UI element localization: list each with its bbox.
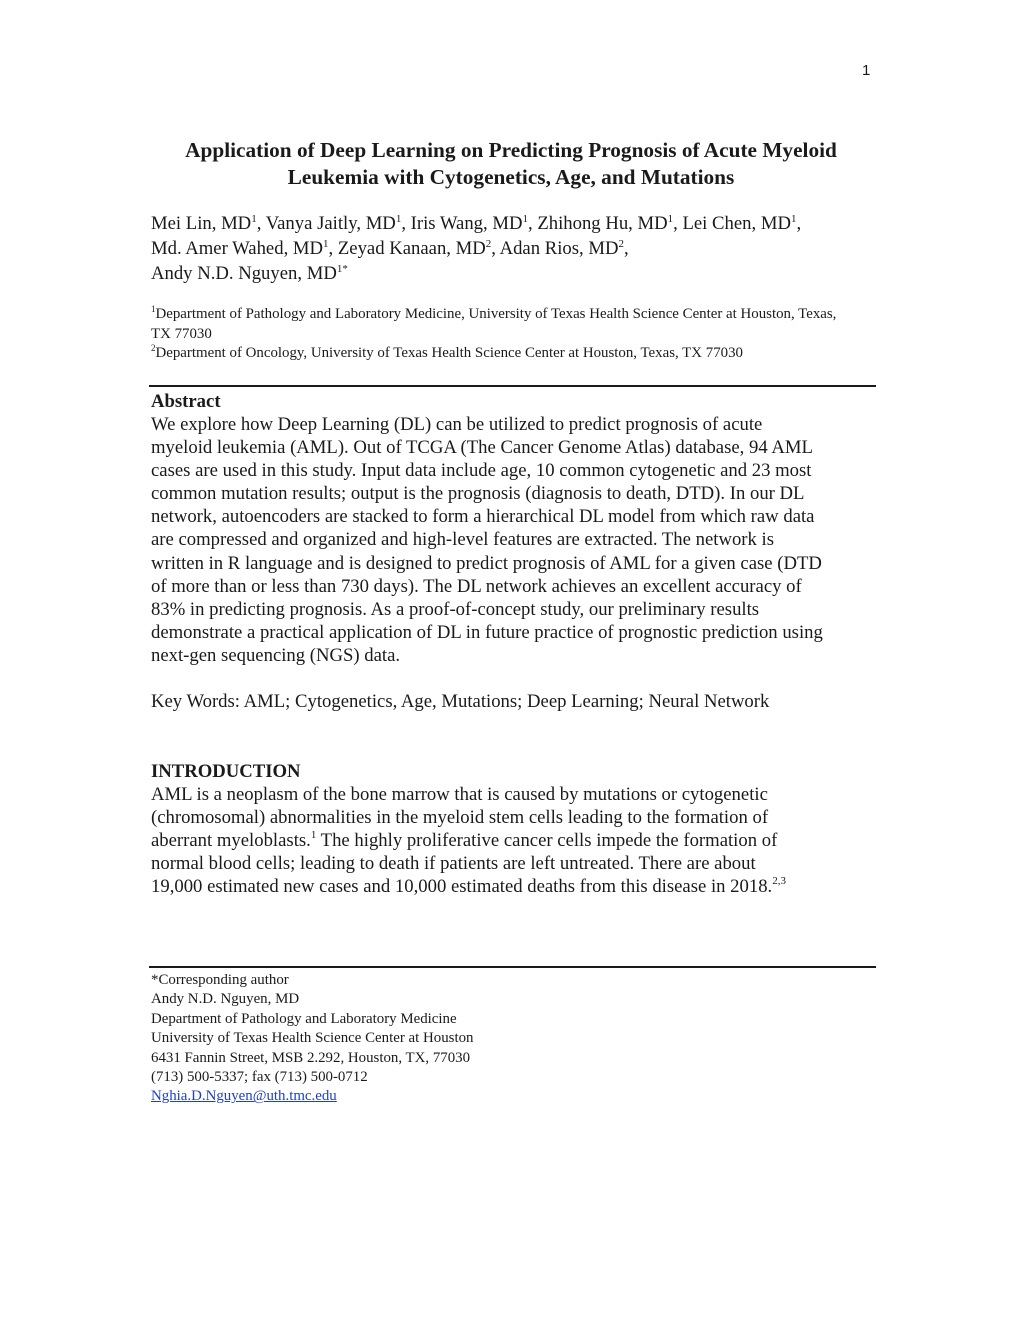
author-affiliation-mark: 1 xyxy=(251,213,257,225)
author-affiliation-mark: 1* xyxy=(336,263,348,275)
author-name: Zeyad Kanaan, MD xyxy=(337,238,486,259)
author-affiliation-mark: 1 xyxy=(522,213,528,225)
correspondence-label: *Corresponding author xyxy=(151,972,289,988)
abstract-text: We explore how Deep Learning (DL) can be utilized to predict prognosis of acute myeloid leukemia (AML). Out of TCGA (The Cancer Genome Atlas) database, 94 AML cases are used in this study. Input data include age, 10 common cytogenetic and 23 most common mutation results; output is the prognosis (diagnosis to death, DTD). In our DL network, autoencoders are stacked to form a hierarchical DL model from which raw data are compressed and organized and high-level features are extracted. The network is written in R language and is designed to predict prognosis of AML for a given case (DTD of more than or less than 730 days). The DL network achieves an excellent accuracy of 83% in predicting prognosis. As a proof-of-concept study, our preliminary results demonstrate a practical application of DL in future practice of prognostic prediction using next-gen sequencing (NGS) data. xyxy=(151,414,823,666)
divider-top xyxy=(149,385,876,387)
correspondence-block xyxy=(151,971,751,1107)
introduction-section xyxy=(151,760,857,898)
author-name: Vanya Jaitly, MD xyxy=(265,213,396,234)
title-line-2: Leukemia with Cytogenetics, Age, and Mutations xyxy=(287,165,735,189)
email-link[interactable]: Nghia.D.Nguyen@uth.tmc.edu xyxy=(151,1088,337,1105)
affiliation-1: $^1$Department of Pathology and Laboratory Medicine, University of Texas Health Science Center at Houston, Texas, TX 77030 xyxy=(151,304,837,342)
author-list: Mei Lin, $MD^1$, Vanya Jaitly, $MD^1$, Iris Wang, $MD^1$, Zhihong Hu, $MD^1$, Lei Chen, $MD^1$, Md. Amer Wahed, $MD^1$, Zeyad Kanaan, $MD^2$, Adan Rios, $MD^2$, Andy N.D. Nguyen, $MD^{1*}$ xyxy=(151,213,802,284)
abstract-section xyxy=(151,390,879,667)
paper-title xyxy=(130,137,892,191)
introduction-text: AML is a neoplasm of the bone marrow that is caused by mutations or cytogenetic (chromosomal) abnormalities in the myeloid stem cells leading to the formation of aberrant myeloblasts.$^1$ The highly proliferative cancer cells impede the formation of normal blood cells; leading to death if patients are left untreated. There are about 19,000 estimated new cases and 10,000 estimated deaths from this disease in 2018.$^{2,3}$ xyxy=(151,784,786,898)
citation-mark: 1 xyxy=(310,829,317,842)
author-affiliation-mark: 1 xyxy=(790,213,797,225)
author-affiliation-mark: 2 xyxy=(485,238,492,250)
author-affiliation-mark: 1 xyxy=(323,238,329,250)
author-name: Iris Wang, MD xyxy=(410,213,523,234)
correspondence-address: 6431 Fannin Street, MSB 2.292, Houston, TX, 77030 xyxy=(151,1049,471,1066)
author-name: Md. Amer Wahed, MD xyxy=(151,238,324,259)
affiliations xyxy=(151,305,841,364)
page-number: 1 xyxy=(862,62,871,79)
affiliation-2: $^2$Department of Oncology, University of Texas Health Science Center at Houston, Texas, TX 77030 xyxy=(151,343,743,361)
author-name: Andy N.D. Nguyen, MD xyxy=(151,263,337,284)
title-line-1: Application of Deep Learning on Predicting Prognosis of Acute Myeloid xyxy=(185,138,837,162)
author-affiliation-mark: 1 xyxy=(667,213,674,225)
author-name: Lei Chen, MD xyxy=(682,213,791,234)
correspondence-department: Department of Pathology and Laboratory Medicine xyxy=(151,1010,457,1027)
author-name: Adan Rios, MD xyxy=(499,238,619,259)
author-name: Mei Lin, MD xyxy=(151,213,252,234)
correspondence-phone: (713) 500-5337; fax (713) 500-0712 xyxy=(151,1069,368,1086)
divider-bottom xyxy=(149,966,876,968)
author-affiliation-mark: 1 xyxy=(395,213,402,225)
citation-mark: 2,3 xyxy=(772,875,786,888)
author-affiliation-mark: 2 xyxy=(618,238,624,250)
correspondence-institution: University of Texas Health Science Center at Houston xyxy=(151,1030,474,1047)
keywords: Key Words: AML; Cytogenetics, Age, Mutations; Deep Learning; Neural Network xyxy=(151,691,770,712)
correspondence-name: Andy N.D. Nguyen, MD xyxy=(151,991,300,1008)
abstract-heading: Abstract xyxy=(151,391,221,412)
introduction-heading: INTRODUCTION xyxy=(151,761,301,782)
author-name: Zhihong Hu, MD xyxy=(537,213,668,234)
